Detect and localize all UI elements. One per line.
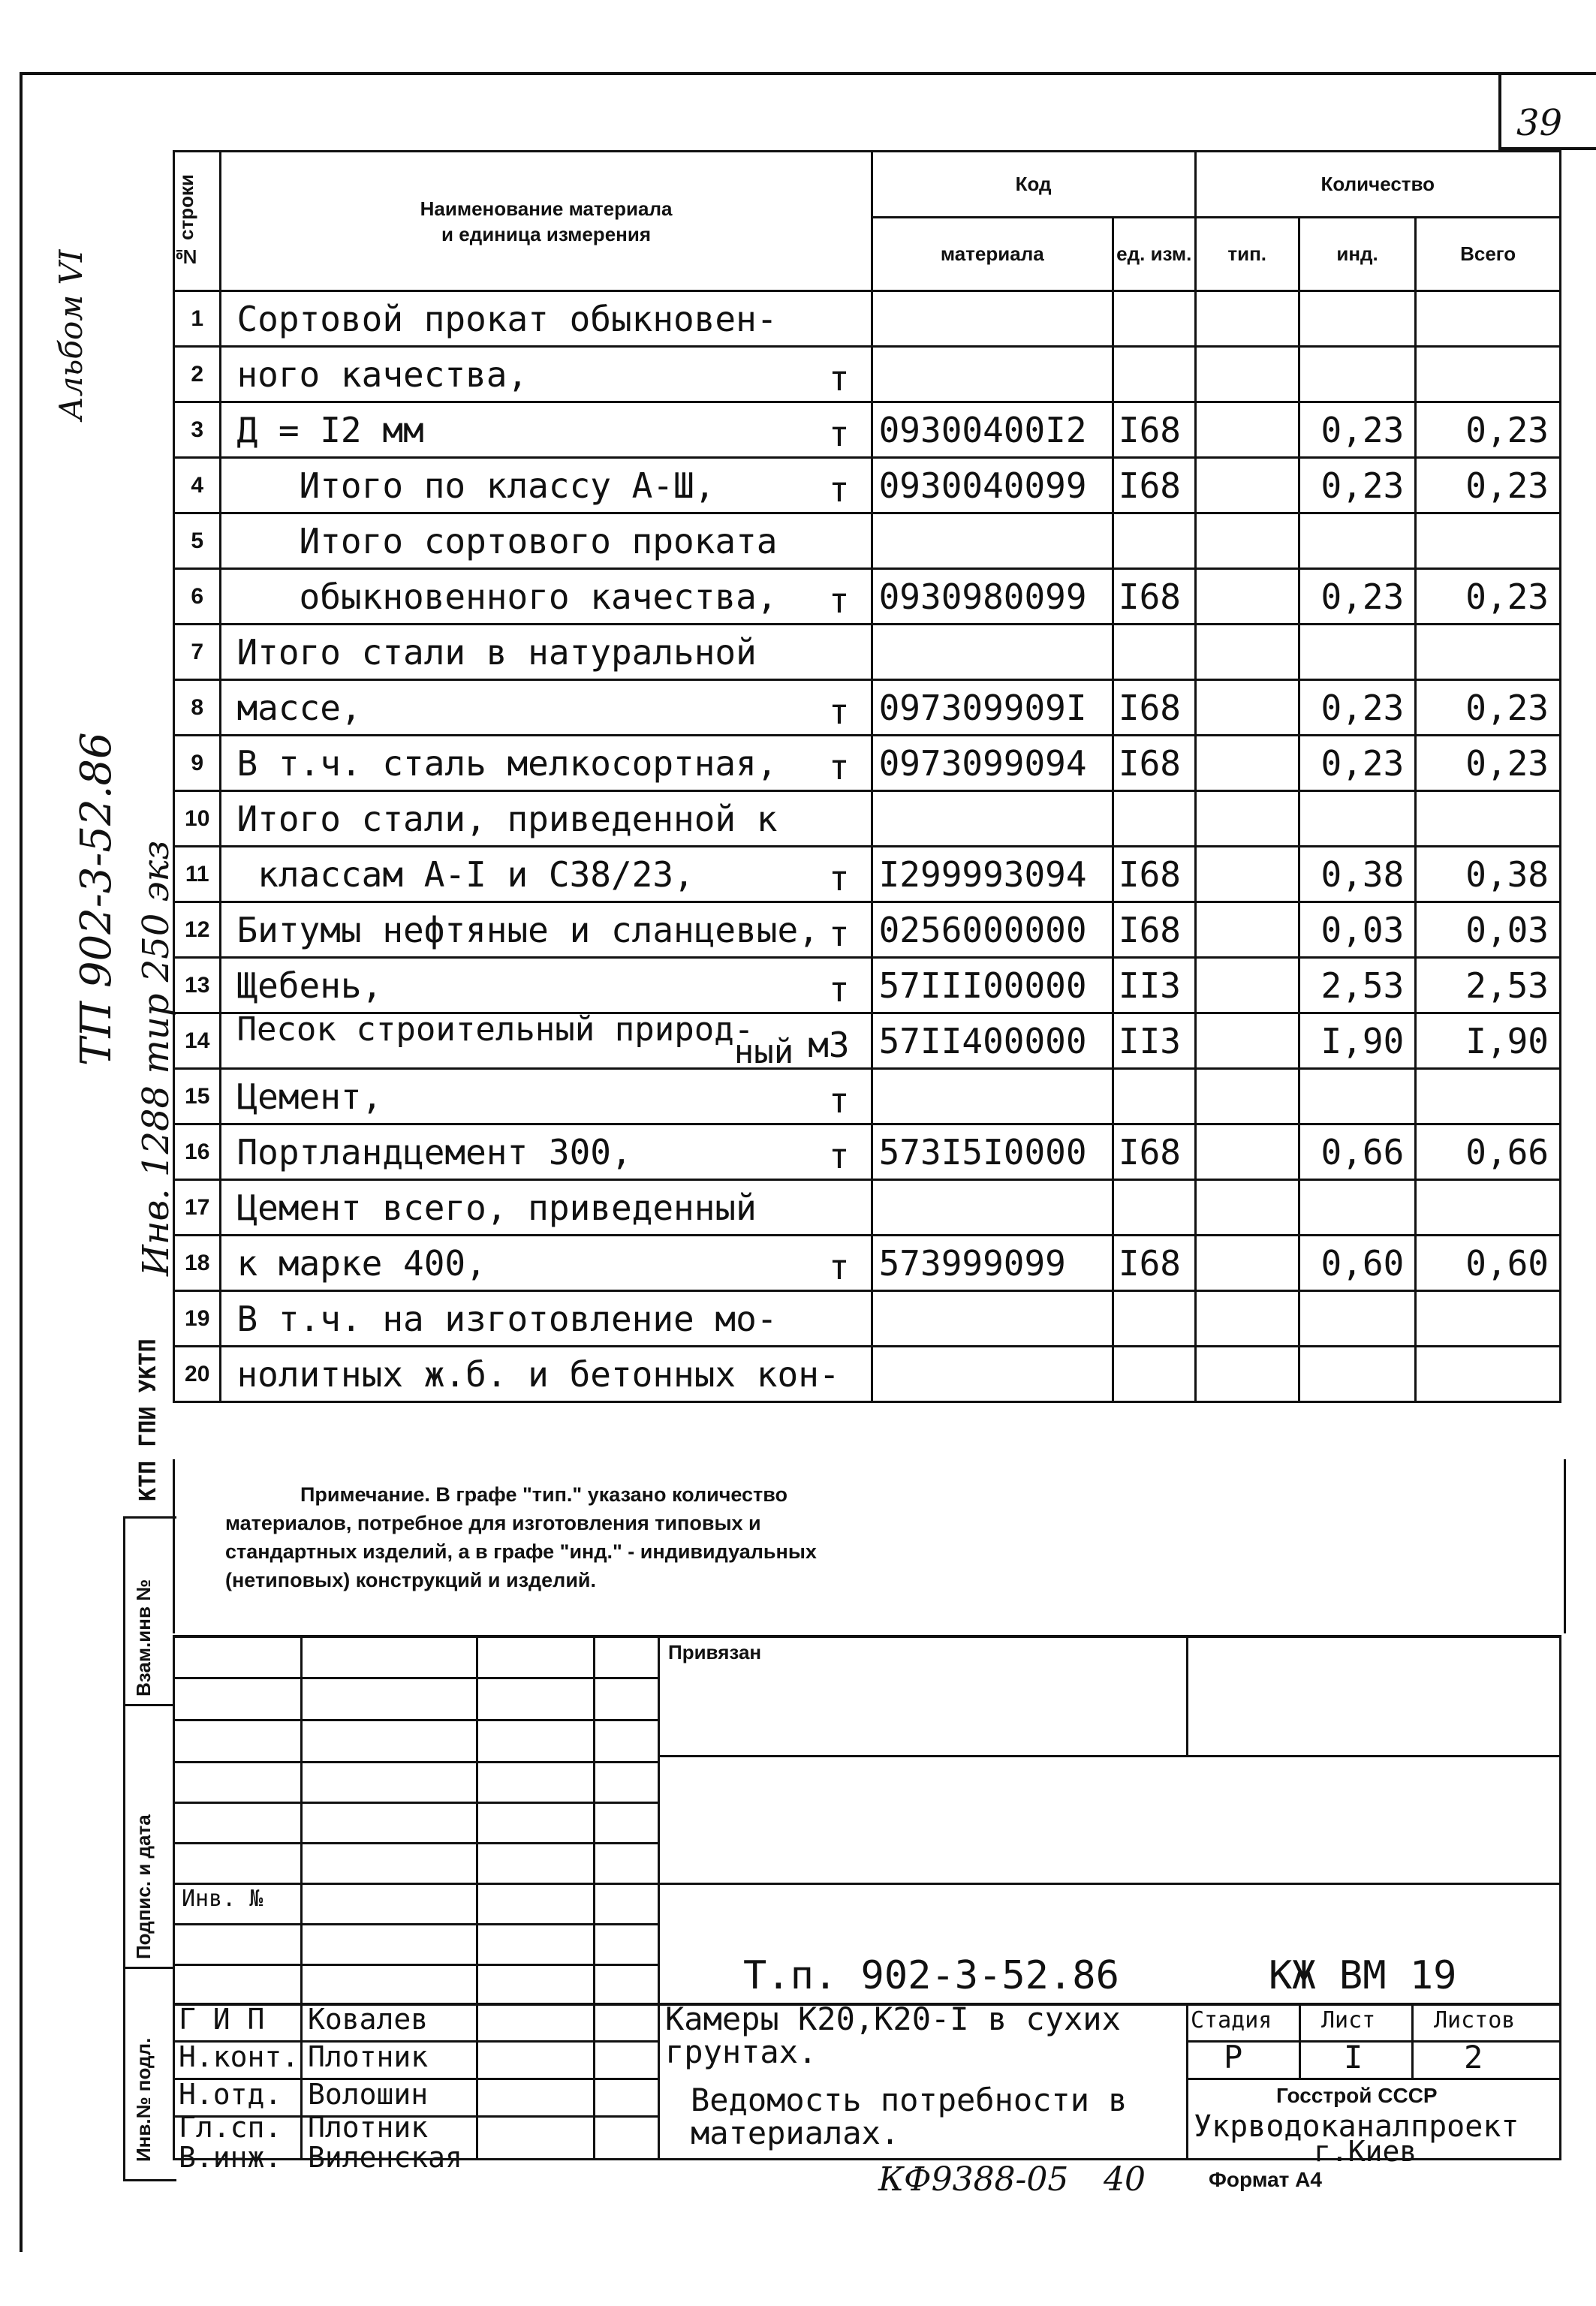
- project-code: Т.п. 902-3-52.86: [743, 1953, 1119, 1998]
- document-title: [691, 2084, 1128, 2150]
- material-name: Цемент,: [236, 1076, 383, 1117]
- material-unit: т: [828, 747, 850, 787]
- unit-code: I68: [1113, 458, 1195, 513]
- row-number: 18: [174, 1236, 221, 1291]
- table-row: [174, 1124, 1561, 1180]
- table-row: [174, 1180, 1561, 1236]
- org-line-3: г.Киев: [1314, 2135, 1417, 2168]
- qty-total: [1416, 1347, 1561, 1402]
- side-inventory: Инв. 1288 тир 250 экз: [135, 840, 177, 1276]
- qty-total: 0,23: [1416, 736, 1561, 791]
- material-name: Итого стали, приведенной к: [236, 798, 778, 839]
- note-line: материалов, потребное для изготовления типовых и: [225, 1512, 761, 1534]
- material-name: к марке 400,: [236, 1242, 486, 1284]
- material-name: Портландцемент 300,: [236, 1131, 632, 1173]
- page-number-box: [1498, 75, 1501, 150]
- qty-typ: [1195, 513, 1299, 569]
- material-name-cell: [221, 347, 872, 402]
- material-name-cell: [221, 736, 872, 791]
- title-block: [173, 1635, 1561, 2174]
- material-code: I299993094: [872, 847, 1113, 902]
- header-code-material: материала: [872, 218, 1113, 291]
- signer-name: Ковалев: [308, 2003, 429, 2036]
- row-number: 13: [174, 958, 221, 1013]
- stage-value: Р: [1224, 2039, 1243, 2076]
- qty-ind: 0,23: [1299, 458, 1415, 513]
- row-number: 6: [174, 569, 221, 625]
- unit-code: [1113, 1180, 1195, 1236]
- qty-typ: [1195, 902, 1299, 958]
- material-name-cell: [221, 1347, 872, 1402]
- qty-typ: [1195, 1069, 1299, 1124]
- qty-typ: [1195, 1124, 1299, 1180]
- material-code: 097309909I: [872, 680, 1113, 736]
- material-name: нолитных ж.б. и бетонных кон-: [236, 1353, 840, 1395]
- unit-code: I68: [1113, 1124, 1195, 1180]
- table-row: [174, 291, 1561, 347]
- qty-typ: [1195, 1013, 1299, 1069]
- qty-total: [1416, 291, 1561, 347]
- unit-code: I68: [1113, 402, 1195, 458]
- material-name: Итого сортового проката: [236, 520, 778, 561]
- qty-typ: [1195, 1236, 1299, 1291]
- qty-total: I,90: [1416, 1013, 1561, 1069]
- material-code: [872, 1291, 1113, 1347]
- qty-typ: [1195, 291, 1299, 347]
- org-line-1: Госстрой СССР: [1276, 2084, 1438, 2107]
- side-album: Альбом VI: [53, 249, 89, 420]
- material-name: Сортовой прокат обыкновен-: [236, 298, 778, 339]
- qty-typ: [1195, 569, 1299, 625]
- privyazan-label: Привязан: [668, 1641, 762, 1663]
- page-number: 39: [1516, 102, 1563, 144]
- material-name-cell: [221, 291, 872, 347]
- header-qty-typ: тип.: [1195, 218, 1299, 291]
- qty-ind: I,90: [1299, 1013, 1415, 1069]
- document-title-line: материалах.: [691, 2115, 900, 2151]
- row-number: 7: [174, 625, 221, 680]
- qty-total: [1416, 1180, 1561, 1236]
- signer-role: Н.конт.: [179, 2040, 300, 2073]
- material-code: [872, 791, 1113, 847]
- qty-typ: [1195, 791, 1299, 847]
- qty-total: 0,23: [1416, 458, 1561, 513]
- materials-table: [173, 150, 1561, 1403]
- table-row: [174, 625, 1561, 680]
- header-code-unit: ед. изм.: [1113, 218, 1195, 291]
- material-unit: т: [828, 414, 850, 454]
- material-unit: т: [828, 969, 850, 1010]
- material-name-cell: [221, 1069, 872, 1124]
- frame-left-line: [20, 75, 23, 2252]
- row-number: 9: [174, 736, 221, 791]
- material-name: Итого стали в натуральной: [236, 631, 757, 673]
- inv-no-label: Инв. №: [182, 1886, 263, 1912]
- material-name-cell: [221, 1236, 872, 1291]
- material-name: Битумы нефтяные и сланцевые,: [236, 909, 819, 950]
- qty-total: 0,23: [1416, 680, 1561, 736]
- table-row: [174, 402, 1561, 458]
- material-unit: т: [828, 1136, 850, 1176]
- material-name-cell: [221, 847, 872, 902]
- material-code: [872, 513, 1113, 569]
- footer-number: 40: [1104, 2160, 1146, 2199]
- material-name: ного качества,: [236, 354, 528, 395]
- material-name: Песок строительный природ- ный: [236, 1010, 794, 1071]
- drawing-title-line: грунтах.: [665, 2034, 818, 2070]
- qty-ind: [1299, 1347, 1415, 1402]
- left-stamp-vzam: Взам.инв №: [132, 1579, 155, 1696]
- side-tp-code: ТП 902-3-52.86: [72, 732, 121, 1066]
- stage-label: Стадия: [1191, 2007, 1272, 2034]
- qty-ind: [1299, 1291, 1415, 1347]
- table-row: [174, 1013, 1561, 1069]
- signer-name: Волошин: [308, 2078, 429, 2111]
- table-row: [174, 458, 1561, 513]
- header-row-number: № строки: [174, 152, 221, 291]
- row-number: 5: [174, 513, 221, 569]
- material-unit: т: [828, 358, 850, 399]
- left-stamp-podpis: Подпис. и дата: [132, 1814, 155, 1959]
- note-line: (нетиповых) конструкций и изделий.: [225, 1569, 597, 1591]
- unit-code: [1113, 347, 1195, 402]
- signer-name: Виленская: [308, 2141, 462, 2174]
- material-code: [872, 1180, 1113, 1236]
- unit-code: I68: [1113, 847, 1195, 902]
- sheet-label: Лист: [1321, 2007, 1376, 2034]
- row-number: 1: [174, 291, 221, 347]
- unit-code: I68: [1113, 569, 1195, 625]
- note-line: Примечание. В графе "тип." указано количество: [300, 1483, 788, 1506]
- table-row: [174, 1291, 1561, 1347]
- qty-ind: 0,66: [1299, 1124, 1415, 1180]
- material-name-cell: [221, 958, 872, 1013]
- row-number: 20: [174, 1347, 221, 1402]
- table-row: [174, 736, 1561, 791]
- qty-total: [1416, 1069, 1561, 1124]
- unit-code: I68: [1113, 736, 1195, 791]
- material-name-cell: [221, 458, 872, 513]
- unit-code: I68: [1113, 1236, 1195, 1291]
- unit-code: I68: [1113, 902, 1195, 958]
- material-name-cell: [221, 902, 872, 958]
- unit-code: [1113, 291, 1195, 347]
- material-code: [872, 1347, 1113, 1402]
- qty-ind: [1299, 1069, 1415, 1124]
- qty-typ: [1195, 847, 1299, 902]
- material-code: [872, 625, 1113, 680]
- left-stamp-divider: [123, 1704, 174, 1706]
- qty-ind: 0,23: [1299, 569, 1415, 625]
- material-name-cell: [221, 1180, 872, 1236]
- unit-code: [1113, 1291, 1195, 1347]
- qty-typ: [1195, 1347, 1299, 1402]
- material-code: 57II400000: [872, 1013, 1113, 1069]
- org-line-2: Укрводоканалпроект: [1194, 2109, 1519, 2144]
- footer-code: КФ9388-05: [878, 2160, 1069, 2199]
- material-code: 0930040099: [872, 458, 1113, 513]
- material-name-cell: [221, 569, 872, 625]
- row-number: 14: [174, 1013, 221, 1069]
- header-qty-total: Всего: [1416, 218, 1561, 291]
- qty-typ: [1195, 625, 1299, 680]
- table-row: [174, 847, 1561, 902]
- material-name-cell: [221, 1010, 872, 1071]
- material-code: 0973099094: [872, 736, 1113, 791]
- material-unit: т: [828, 1080, 850, 1121]
- material-name-cell: [221, 680, 872, 736]
- material-name: В т.ч. на изготовление мо-: [236, 1298, 778, 1339]
- qty-ind: [1299, 291, 1415, 347]
- sheets-label: Листов: [1434, 2007, 1516, 2034]
- qty-ind: 0,23: [1299, 680, 1415, 736]
- row-number: 2: [174, 347, 221, 402]
- unit-code: [1113, 1347, 1195, 1402]
- material-name: Д = I2 мм: [236, 409, 424, 450]
- qty-ind: [1299, 791, 1415, 847]
- material-code: [872, 291, 1113, 347]
- table-row: [174, 680, 1561, 736]
- table-row: [174, 347, 1561, 402]
- qty-ind: 2,53: [1299, 958, 1415, 1013]
- row-number: 17: [174, 1180, 221, 1236]
- material-name: обыкновенного качества,: [236, 576, 778, 617]
- left-stamp-divider: [123, 1967, 174, 1969]
- qty-total: 0,23: [1416, 402, 1561, 458]
- qty-total: 2,53: [1416, 958, 1561, 1013]
- signer-name: Плотник: [308, 2040, 429, 2073]
- row-number: 10: [174, 791, 221, 847]
- row-number: 8: [174, 680, 221, 736]
- material-name: Итого по классу А-Ш,: [236, 465, 715, 506]
- header-material-name: Наименование материала и единица измерения: [221, 152, 872, 291]
- qty-total: [1416, 347, 1561, 402]
- material-name: массе,: [236, 687, 362, 728]
- material-unit: т: [828, 691, 850, 732]
- qty-ind: [1299, 1180, 1415, 1236]
- material-code: 0256000000: [872, 902, 1113, 958]
- row-number: 16: [174, 1124, 221, 1180]
- material-unit: т: [828, 1247, 850, 1287]
- qty-total: 0,66: [1416, 1124, 1561, 1180]
- left-stamp-invpodl: Инв.№ подл.: [132, 2037, 155, 2162]
- row-number: 15: [174, 1069, 221, 1124]
- qty-ind: [1299, 513, 1415, 569]
- sheet-code: КЖ ВМ 19: [1269, 1953, 1457, 1998]
- qty-ind: 0,03: [1299, 902, 1415, 958]
- qty-typ: [1195, 680, 1299, 736]
- material-name-cell: [221, 1291, 872, 1347]
- unit-code: II3: [1113, 1013, 1195, 1069]
- unit-code: I68: [1113, 680, 1195, 736]
- material-code: [872, 347, 1113, 402]
- unit-code: [1113, 625, 1195, 680]
- material-unit: т: [828, 469, 850, 510]
- material-unit: м3: [808, 1025, 850, 1065]
- material-code: 0930980099: [872, 569, 1113, 625]
- row-number: 4: [174, 458, 221, 513]
- material-name: классам А-I и С38/23,: [236, 853, 694, 895]
- table-row: [174, 958, 1561, 1013]
- table-row: [174, 1347, 1561, 1402]
- row-number: 3: [174, 402, 221, 458]
- frame-top-line: [20, 72, 1596, 75]
- table-row: [174, 902, 1561, 958]
- qty-ind: [1299, 347, 1415, 402]
- qty-typ: [1195, 736, 1299, 791]
- signer-name: Плотник: [308, 2111, 429, 2144]
- material-code: 09300400I2: [872, 402, 1113, 458]
- drawing-title: [665, 2000, 1121, 2070]
- drawing-title-line: Камеры К20,К20-I в сухих: [665, 2000, 1121, 2037]
- signer-role: Н.отд.: [179, 2078, 282, 2111]
- material-name: В т.ч. сталь мелкосортная,: [236, 742, 778, 784]
- material-code: 57III00000: [872, 958, 1113, 1013]
- signer-role: В.инж.: [179, 2141, 282, 2174]
- qty-typ: [1195, 347, 1299, 402]
- qty-total: [1416, 625, 1561, 680]
- qty-typ: [1195, 1291, 1299, 1347]
- material-name: Щебень,: [236, 965, 383, 1006]
- signer-role: Гл.сп.: [179, 2111, 282, 2144]
- qty-typ: [1195, 1180, 1299, 1236]
- material-unit: т: [828, 858, 850, 899]
- note-text: [225, 1480, 817, 1594]
- qty-total: 0,38: [1416, 847, 1561, 902]
- table-row: [174, 569, 1561, 625]
- material-name-cell: [221, 513, 872, 569]
- material-name-cell: [221, 402, 872, 458]
- signer-role: Г И П: [179, 2003, 265, 2036]
- qty-ind: 0,23: [1299, 736, 1415, 791]
- table-row: [174, 791, 1561, 847]
- row-number: 11: [174, 847, 221, 902]
- header-qty-ind: инд.: [1299, 218, 1415, 291]
- material-name-cell: [221, 1124, 872, 1180]
- material-name: Цемент всего, приведенный: [236, 1187, 757, 1228]
- row-number: 12: [174, 902, 221, 958]
- qty-ind: 0,38: [1299, 847, 1415, 902]
- sheet-value: I: [1344, 2039, 1363, 2076]
- sheets-value: 2: [1464, 2039, 1483, 2076]
- footer-format: Формат А4: [1209, 2168, 1322, 2191]
- unit-code: II3: [1113, 958, 1195, 1013]
- material-code: 573999099: [872, 1236, 1113, 1291]
- header-code-group: Код: [872, 152, 1195, 218]
- material-unit: т: [828, 914, 850, 954]
- qty-typ: [1195, 402, 1299, 458]
- qty-total: [1416, 513, 1561, 569]
- side-ktp: КТП ГПИ УКТП: [135, 1338, 161, 1501]
- material-name-cell: [221, 625, 872, 680]
- material-code: 573I5I0000: [872, 1124, 1113, 1180]
- qty-typ: [1195, 458, 1299, 513]
- document-title-line: Ведомость потребности в: [691, 2082, 1128, 2118]
- header-quantity-group: Количество: [1195, 152, 1560, 218]
- qty-total: 0,03: [1416, 902, 1561, 958]
- material-name-cell: [221, 791, 872, 847]
- qty-ind: 0,23: [1299, 402, 1415, 458]
- qty-total: 0,60: [1416, 1236, 1561, 1291]
- unit-code: [1113, 791, 1195, 847]
- qty-ind: 0,60: [1299, 1236, 1415, 1291]
- table-row: [174, 1236, 1561, 1291]
- unit-code: [1113, 1069, 1195, 1124]
- qty-total: [1416, 791, 1561, 847]
- material-code: [872, 1069, 1113, 1124]
- qty-total: 0,23: [1416, 569, 1561, 625]
- material-unit: т: [828, 580, 850, 621]
- note-line: стандартных изделий, а в графе "инд." - индивидуальных: [225, 1540, 817, 1563]
- table-row: [174, 513, 1561, 569]
- row-number: 19: [174, 1291, 221, 1347]
- qty-total: [1416, 1291, 1561, 1347]
- qty-typ: [1195, 958, 1299, 1013]
- table-row: [174, 1069, 1561, 1124]
- qty-ind: [1299, 625, 1415, 680]
- unit-code: [1113, 513, 1195, 569]
